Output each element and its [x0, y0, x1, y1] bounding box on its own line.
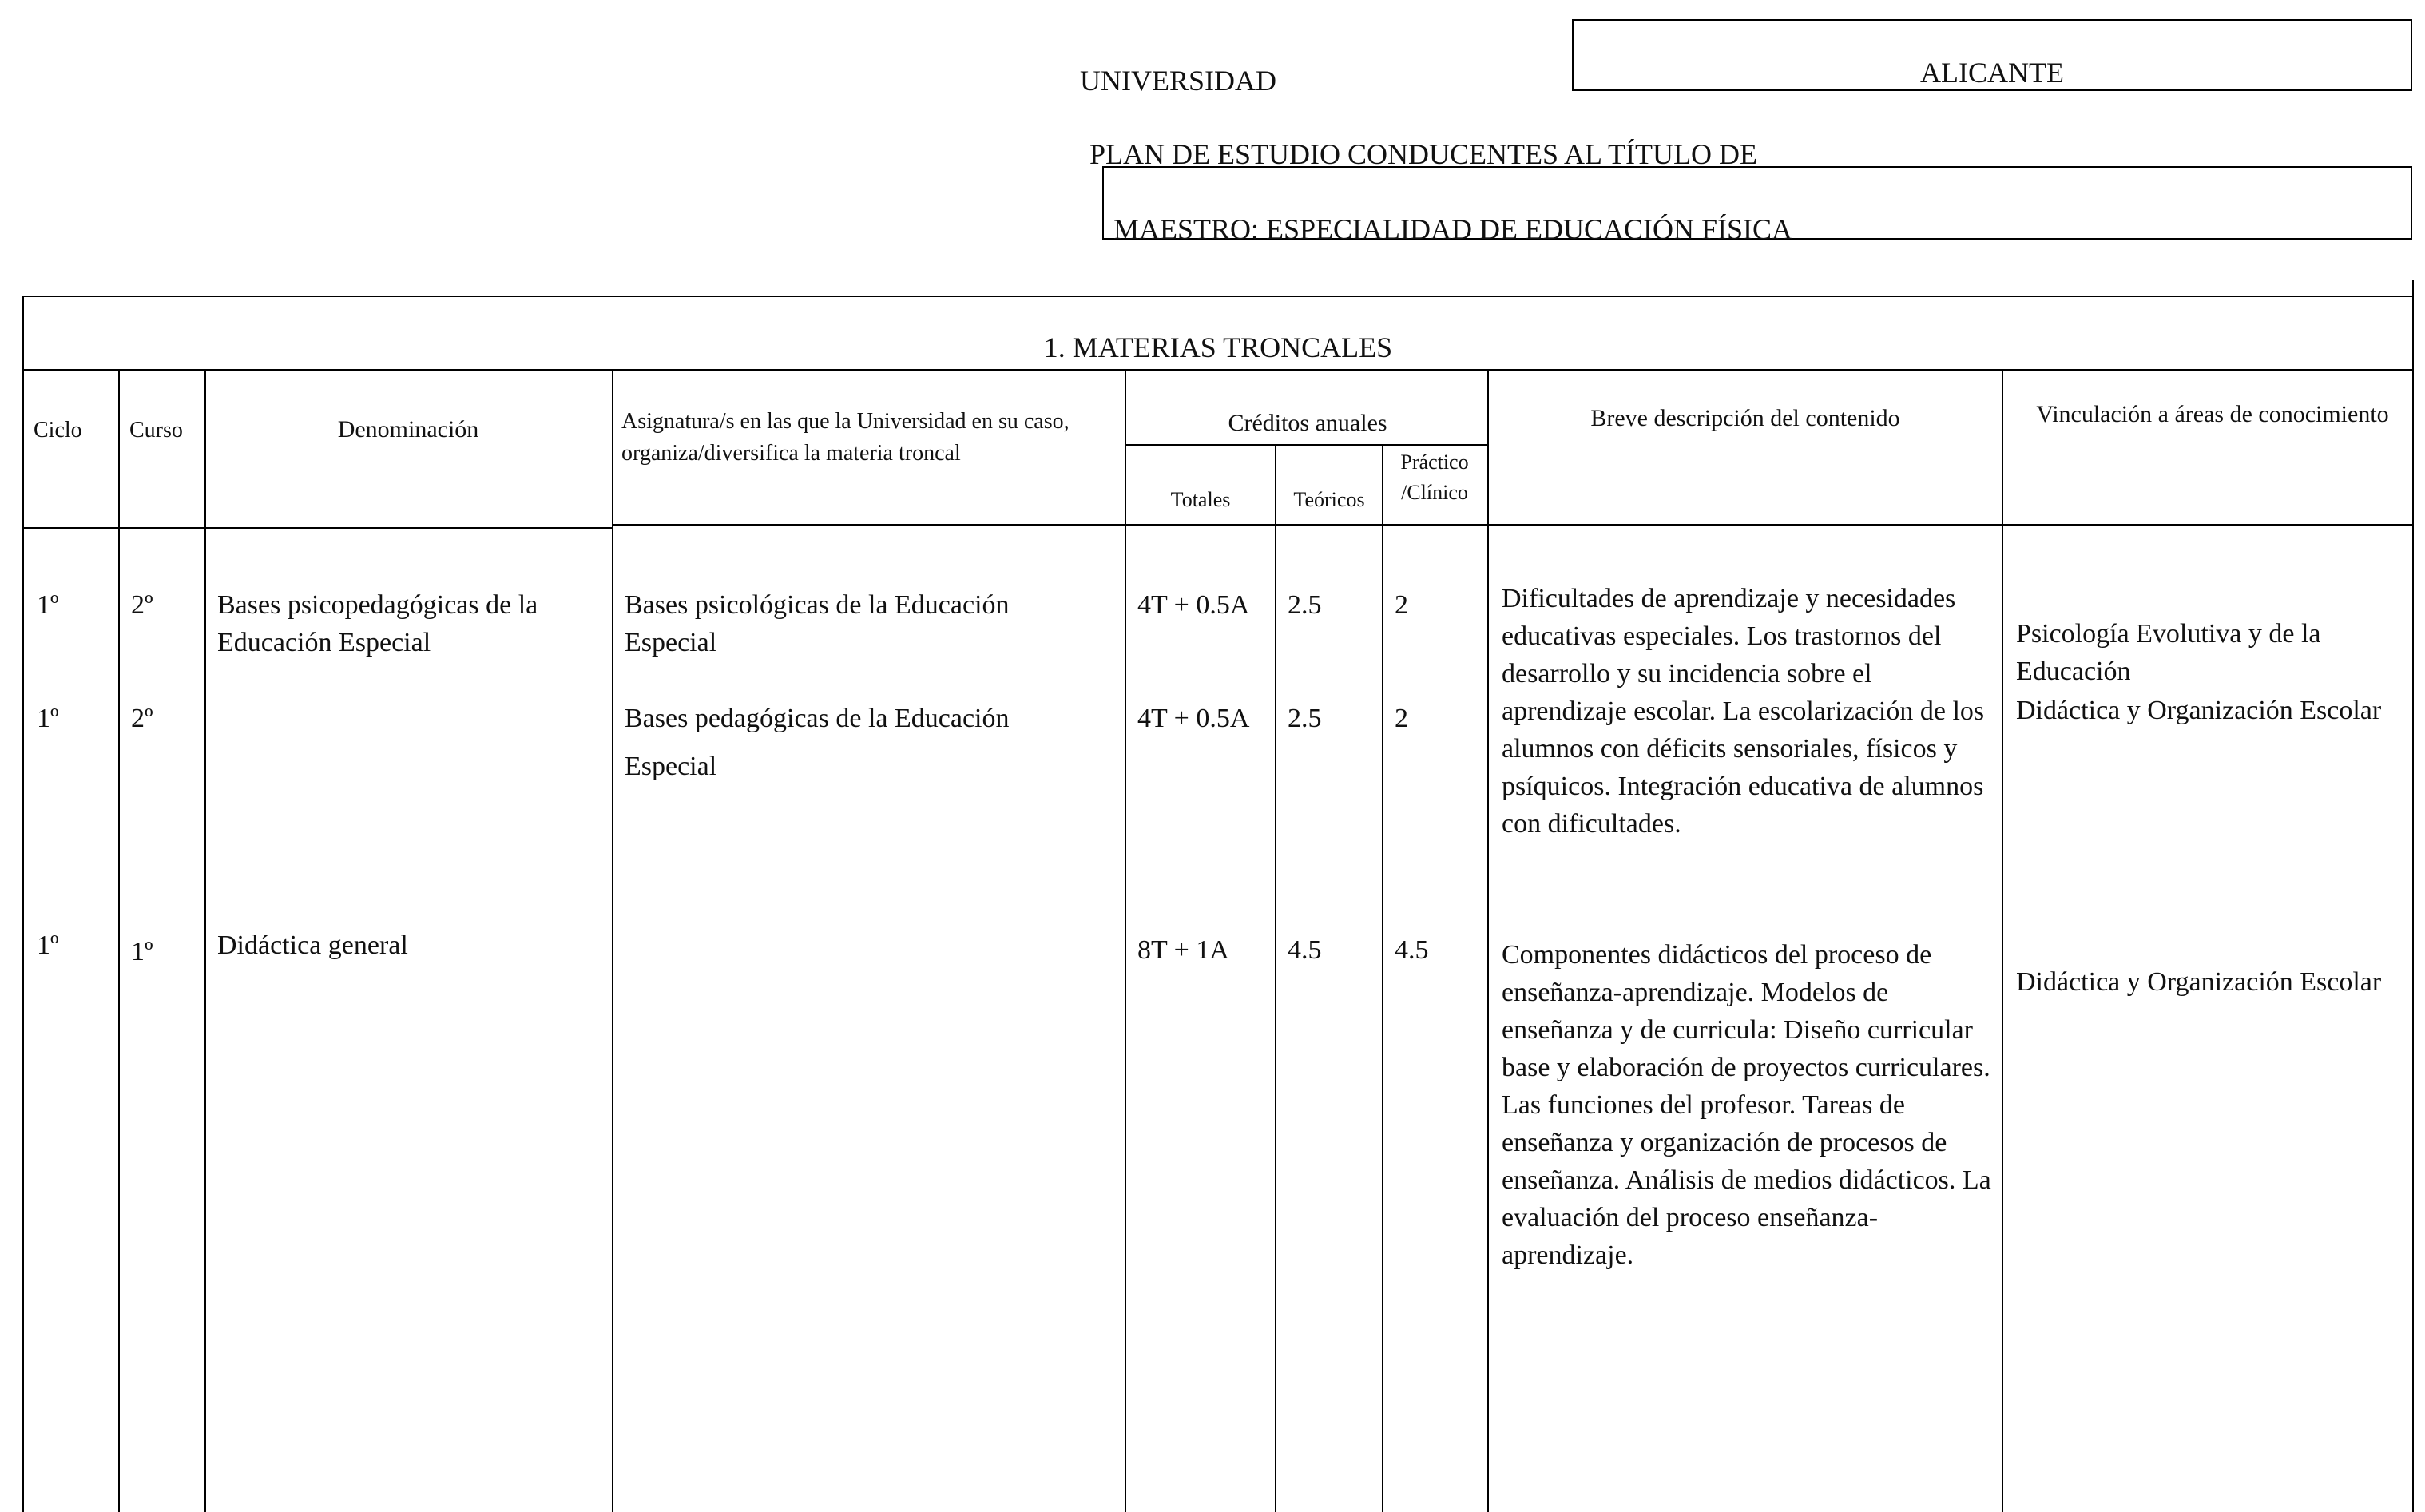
header-practico: Práctico /Clínico: [1400, 450, 1469, 504]
header-teoricos: Teóricos: [1293, 488, 1365, 511]
header-ciclo: Ciclo: [34, 418, 82, 442]
section-title: 1. MATERIAS TRONCALES: [1043, 331, 1393, 363]
row-curso: 2º: [131, 590, 153, 620]
university-label: UNIVERSIDAD: [1080, 65, 1276, 97]
row-vinculacion: Didáctica y Organización Escolar: [2016, 967, 2382, 997]
row-ciclo: 1º: [37, 590, 59, 620]
header-asignaturas: Asignatura/s en las que la Universidad en su caso, organiza/diversifica la materia troncal: [621, 409, 1070, 466]
row-curso: 2º: [131, 704, 153, 733]
row-teoricos: 2.5: [1288, 590, 1322, 620]
row-practico: 2: [1395, 704, 1408, 733]
row-asignatura: Bases pedagógicas de la Educación Especial: [625, 704, 1010, 781]
row-vinculacion: Didáctica y Organización Escolar: [2016, 696, 2382, 725]
header-creditos: Créditos anuales: [1228, 410, 1387, 436]
row-denominacion: Didáctica general: [217, 931, 408, 960]
header-descripcion: Breve descripción del contenido: [1590, 405, 1900, 431]
row-totales: 4T + 0.5A: [1137, 704, 1250, 733]
row-teoricos: 2.5: [1288, 704, 1322, 733]
row-totales: 8T + 1A: [1137, 935, 1229, 965]
header-denominacion: Denominación: [337, 416, 479, 442]
header-totales: Totales: [1170, 488, 1231, 511]
header-vinculacion: Vinculación a áreas de conocimiento: [2036, 401, 2389, 427]
degree-title: MAESTRO: ESPECIALIDAD DE EDUCACIÓN FÍSICA: [1113, 213, 1793, 245]
header-curso: Curso: [129, 418, 183, 442]
row-practico: 4.5: [1395, 935, 1429, 965]
row-ciclo: 1º: [37, 704, 59, 733]
row-descripcion: Dificultades de aprendizaje y necesidades educativas especiales. Los trastornos del desarrollo y su incidencia sobre el aprendizaje escolar. La escolarización de los alumnos con déficits sensoriales, físicos y psíquicos. Integración educativa de alumnos con dificultades.: [1502, 584, 1985, 839]
row-asignatura: Bases psicológicas de la Educación Especial: [625, 590, 1010, 657]
row-curso: 1º: [131, 937, 153, 966]
row-denominacion: Bases psicopedagógicas de la Educación Especial: [217, 590, 538, 657]
row-practico: 2: [1395, 590, 1408, 620]
row-totales: 4T + 0.5A: [1137, 590, 1250, 620]
row-ciclo: 1º: [37, 931, 59, 960]
row-teoricos: 4.5: [1288, 935, 1322, 965]
university-value: ALICANTE: [1920, 57, 2064, 89]
row-descripcion: Componentes didácticos del proceso de enseñanza-aprendizaje. Modelos de enseñanza y de curricula: Diseño curricular base y elaboración de proyectos curriculares. Las funciones del profesor. Tareas de enseñanza y organización de procesos de enseñanza. Análisis de medios didácticos. La evaluación del proceso enseñanza-aprendizaje.: [1502, 940, 1991, 1270]
plan-label: PLAN DE ESTUDIO CONDUCENTES AL TÍTULO DE: [1089, 138, 1757, 170]
row-vinculacion: Psicología Evolutiva y de la Educación: [2016, 619, 2321, 686]
